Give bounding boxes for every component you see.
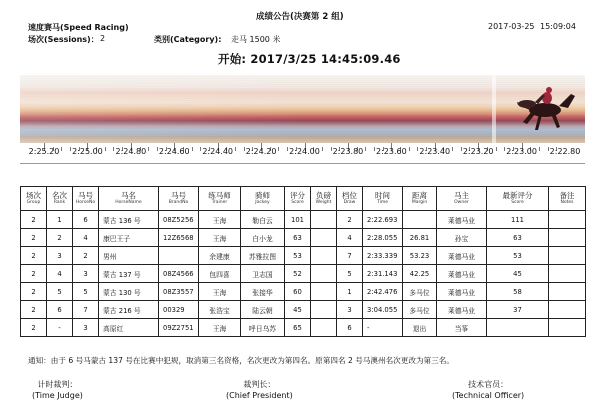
table-cell: 张浩宝	[199, 301, 241, 319]
table-cell: 45	[487, 265, 549, 283]
table-cell	[311, 247, 337, 265]
column-header	[199, 187, 241, 211]
sessions-value: 2	[100, 34, 106, 43]
column-header-label-en: Draw	[343, 200, 356, 205]
table-cell: 08Z5256	[159, 211, 199, 229]
table-cell	[311, 283, 337, 301]
column-header-label: 练马师	[208, 191, 231, 200]
table-cell: 多马位	[403, 301, 437, 319]
table-cell: 2	[21, 283, 47, 301]
table-cell: 2	[73, 247, 99, 265]
table-cell: 00329	[159, 301, 199, 319]
table-cell: 王海	[199, 211, 241, 229]
axis-tick	[200, 147, 201, 151]
column-header	[437, 187, 487, 211]
table-cell: 1	[47, 211, 73, 229]
table-cell	[311, 229, 337, 247]
axis-tick	[157, 147, 158, 151]
axis-tick-label: 2:24.80	[115, 147, 147, 156]
axis-tick	[452, 147, 453, 151]
signature-label: 技术官员：	[468, 380, 509, 389]
column-header-label-en: Jockey	[255, 200, 270, 205]
signature-label-en: (Time Judge)	[32, 391, 83, 400]
column-header	[549, 187, 586, 211]
table-cell: 2	[21, 301, 47, 319]
table-cell: 6	[47, 301, 73, 319]
table-cell: 2	[21, 265, 47, 283]
table-cell: 26.81	[403, 229, 437, 247]
table-cell: 陆云朝	[241, 301, 285, 319]
column-header	[363, 187, 403, 211]
axis-tick	[331, 147, 332, 151]
axis-tick	[417, 147, 418, 151]
results-table	[20, 186, 586, 337]
signature-label-en: (Chief President)	[226, 391, 293, 400]
table-cell: 卫志国	[241, 265, 285, 283]
table-cell: 王海	[199, 229, 241, 247]
table-cell: 37	[487, 301, 549, 319]
table-cell: 王海	[199, 283, 241, 301]
table-cell: 张接华	[241, 283, 285, 301]
axis-tick	[496, 147, 497, 151]
axis-tick-label: 2:23.80	[332, 147, 364, 156]
axis-tick-label: 2:24.00	[289, 147, 320, 156]
table-cell: 呼日乌苏	[241, 319, 285, 337]
table-cell: 08Z3557	[159, 283, 199, 301]
table-cell: 2:22.693	[363, 211, 403, 229]
table-cell: 蒙古 216 号	[99, 301, 159, 319]
table-cell: 莱德马业	[437, 247, 487, 265]
table-cell: 退出	[403, 319, 437, 337]
table-cell: 2:28.055	[363, 229, 403, 247]
axis-tick	[278, 147, 279, 151]
table-cell	[549, 265, 586, 283]
sessions-label: 场次(Sessions)：	[28, 35, 99, 44]
table-cell: 2	[21, 229, 47, 247]
table-cell	[549, 247, 586, 265]
table-cell: 2	[21, 247, 47, 265]
table-cell: 王海	[199, 319, 241, 337]
table-cell	[311, 319, 337, 337]
table-cell	[549, 283, 586, 301]
column-header	[21, 187, 47, 211]
table-cell: 5	[337, 265, 363, 283]
table-cell	[311, 301, 337, 319]
table-row	[21, 229, 586, 247]
page-title: 成绩公告(决赛第 2 组)	[256, 12, 344, 22]
table-cell: 2	[47, 229, 73, 247]
table-cell: 当筝	[437, 319, 487, 337]
column-header-label: 马主	[454, 191, 469, 200]
table-row	[21, 301, 586, 319]
table-cell: 2:33.339	[363, 247, 403, 265]
table-cell: 勒白云	[241, 211, 285, 229]
axis-tick	[287, 147, 288, 151]
table-cell: -	[47, 319, 73, 337]
axis-tick	[148, 147, 149, 151]
table-cell: 2:31.143	[363, 265, 403, 283]
table-cell: 53	[487, 247, 549, 265]
axis-tick	[539, 147, 540, 151]
table-cell: 蒙古 130 号	[99, 283, 159, 301]
table-cell: 42.25	[403, 265, 437, 283]
table-cell: 63	[487, 229, 549, 247]
table-cell: 2	[21, 211, 47, 229]
table-cell: 09Z2751	[159, 319, 199, 337]
axis-tick-label: 2:22.80	[549, 147, 581, 156]
table-cell: 余建康	[199, 247, 241, 265]
table-cell: 6	[73, 211, 99, 229]
horse-rider-icon	[505, 80, 585, 140]
table-cell	[311, 265, 337, 283]
table-row	[21, 283, 586, 301]
photo-finish-image	[20, 75, 585, 143]
axis-tick-label: 2:25.20	[28, 147, 60, 156]
axis-tick	[113, 147, 114, 151]
table-cell: 6	[337, 319, 363, 337]
table-cell: 多马位	[403, 283, 437, 301]
table-cell: 7	[73, 301, 99, 319]
table-cell: 莱德马业	[437, 283, 487, 301]
axis-tick	[105, 147, 106, 151]
table-cell: 莱德马业	[437, 301, 487, 319]
signature-time-judge	[32, 379, 83, 401]
table-cell: 3	[47, 247, 73, 265]
table-cell: 苏雅拉图	[241, 247, 285, 265]
table-row	[21, 247, 586, 265]
column-header-label-en: Group	[26, 200, 41, 205]
column-header	[487, 187, 549, 211]
table-cell: 4	[337, 229, 363, 247]
column-header-label-en: Owner	[454, 200, 469, 205]
table-cell	[403, 211, 437, 229]
axis-tick-label: 2:24.60	[158, 147, 190, 156]
column-header-label: 马号	[171, 191, 186, 200]
table-cell: 蒙古 137 号	[99, 265, 159, 283]
category-value: 走马 1500 米	[231, 35, 281, 44]
column-header-label: 最新评分	[502, 191, 533, 200]
column-header-label: 时间	[375, 191, 390, 200]
table-cell: 包四喜	[199, 265, 241, 283]
axis-tick-label: 2:24.20	[245, 147, 277, 156]
table-cell	[549, 319, 586, 337]
axis-tick	[322, 147, 323, 151]
table-cell	[549, 301, 586, 319]
axis-tick	[70, 147, 71, 151]
table-cell: -	[363, 319, 403, 337]
signature-label: 裁判长：	[243, 380, 276, 389]
column-header-label-en: Weight	[315, 200, 332, 205]
axis-tick-label: 2:24.40	[202, 147, 233, 156]
axis-tick	[409, 147, 410, 151]
table-cell: 63	[285, 229, 311, 247]
column-header-label: 距离	[412, 191, 427, 200]
axis-tick	[192, 147, 193, 151]
column-header	[47, 187, 73, 211]
axis-tick	[244, 147, 245, 151]
column-header-label-en: Score	[511, 200, 524, 205]
column-header	[285, 187, 311, 211]
column-header-label: 场次	[26, 191, 41, 200]
table-cell	[549, 211, 586, 229]
table-cell: 12Z6568	[159, 229, 199, 247]
table-cell	[159, 247, 199, 265]
table-cell: 58	[487, 283, 549, 301]
signature-label-en: (Technical Officer)	[452, 391, 525, 400]
table-row	[21, 265, 586, 283]
table-cell: 45	[285, 301, 311, 319]
table-cell: 5	[47, 283, 73, 301]
table-cell: 康巴王子	[99, 229, 159, 247]
table-cell: 53.23	[403, 247, 437, 265]
table-cell: 1	[337, 283, 363, 301]
table-cell: 4	[73, 229, 99, 247]
finish-line	[492, 75, 496, 143]
table-cell	[487, 319, 549, 337]
table-cell: 2	[21, 319, 47, 337]
axis-tick	[548, 147, 549, 151]
signature-technical-officer	[452, 379, 524, 401]
table-cell	[549, 229, 586, 247]
table-cell: 2	[337, 211, 363, 229]
axis-tick-label: 2:23.20	[462, 147, 494, 156]
column-header-label-en: HorseNo	[75, 200, 96, 205]
table-cell: 3	[337, 301, 363, 319]
axis-tick	[461, 147, 462, 151]
table-header-row	[21, 187, 586, 211]
table-cell: 3:04.055	[363, 301, 403, 319]
column-header-label-en: Margin	[411, 200, 428, 205]
table-cell: 111	[487, 211, 549, 229]
notice-text: 通知：由于 6 号马蒙古 137 号在比赛中犯规，取消第三名资格，名次更改为第四名。原第四名 2 号马澳州名次更改为第三名。	[28, 356, 454, 365]
table-cell: 蒙古 136 号	[99, 211, 159, 229]
column-header	[241, 187, 285, 211]
column-header-label-en: Score	[291, 200, 304, 205]
signature-label: 计时裁判：	[37, 380, 78, 389]
column-header	[337, 187, 363, 211]
table-cell	[311, 211, 337, 229]
table-cell: 3	[73, 319, 99, 337]
column-header-label: 骑师	[255, 191, 270, 200]
axis-tick-label: 2:25.00	[72, 147, 103, 156]
category-label: 类别(Category):	[154, 35, 222, 44]
signature-chief-president	[226, 379, 293, 401]
column-header-label: 名次	[52, 191, 67, 200]
table-cell: 3	[73, 265, 99, 283]
table-cell: 7	[337, 247, 363, 265]
time-axis	[20, 143, 585, 164]
column-header	[159, 187, 199, 211]
table-row	[21, 319, 586, 337]
column-header-label-en: HorseName	[115, 200, 142, 205]
axis-tick	[235, 147, 236, 151]
column-header	[311, 187, 337, 211]
table-cell: 孙宝	[437, 229, 487, 247]
column-header	[99, 187, 159, 211]
table-cell: 08Z4566	[159, 265, 199, 283]
table-cell: 白小龙	[241, 229, 285, 247]
event-name: 速度赛马(Speed Racing)	[28, 23, 129, 32]
axis-tick	[374, 147, 375, 151]
axis-tick-label: 2:23.60	[375, 147, 407, 156]
column-header-label-en: Rank	[53, 200, 66, 205]
axis-tick	[61, 147, 62, 151]
table-cell: 52	[285, 265, 311, 283]
table-cell: 5	[73, 283, 99, 301]
column-header-label: 负磅	[316, 191, 331, 200]
header-time: 15:09:04	[540, 22, 576, 31]
column-header-label: 档位	[342, 191, 357, 200]
axis-tick-label: 2:23.40	[419, 147, 451, 156]
table-cell: 莱德马业	[437, 211, 487, 229]
axis-tick	[365, 147, 366, 151]
column-header-label: 马名	[121, 191, 136, 200]
column-header	[403, 187, 437, 211]
table-row	[21, 211, 586, 229]
column-header-label-en: BrandNo	[168, 200, 189, 205]
column-header-label-en: Notes	[560, 200, 574, 205]
table-cell: 男州	[99, 247, 159, 265]
column-header	[73, 187, 99, 211]
table-cell: 53	[285, 247, 311, 265]
column-header-label: 评分	[290, 191, 305, 200]
column-header-label: 马号	[78, 191, 93, 200]
axis-tick-label: 2:23.00	[506, 147, 537, 156]
table-cell: 60	[285, 283, 311, 301]
column-header-label-en: Time	[376, 200, 388, 205]
table-cell: 4	[47, 265, 73, 283]
start-time: 开始: 2017/3/25 14:45:09.46	[218, 52, 401, 66]
column-header-label: 备注	[559, 191, 575, 200]
table-cell: 65	[285, 319, 311, 337]
table-cell: 2:42.476	[363, 283, 403, 301]
column-header-label-en: Trainer	[211, 200, 228, 205]
header-date: 2017-03-25	[488, 22, 535, 31]
table-cell: 莱德马业	[437, 265, 487, 283]
table-cell: 101	[285, 211, 311, 229]
table-cell: 高原红	[99, 319, 159, 337]
axis-tick	[504, 147, 505, 151]
